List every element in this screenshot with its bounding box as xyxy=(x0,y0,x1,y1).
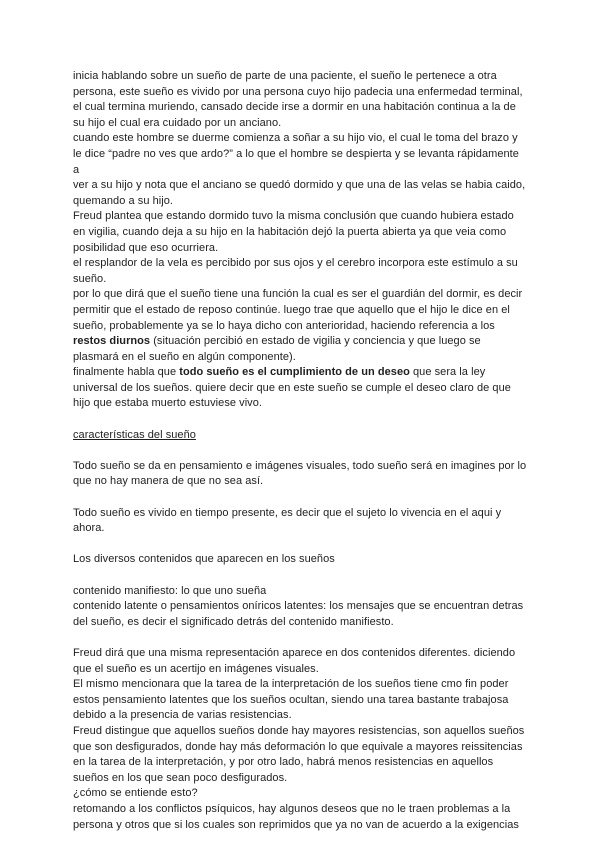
spacer xyxy=(73,412,528,428)
paragraph-contents-intro: Los diversos contenidos que aparecen en los sueños xyxy=(73,553,335,566)
spacer xyxy=(73,537,528,553)
spacer xyxy=(73,443,528,459)
paragraph-wish-fulfillment xyxy=(73,365,528,412)
text-run: (situación percibió en estado de vigilia y conciencia y que luego se plasmará en el sueño en algún componente). xyxy=(73,335,481,363)
paragraph-guardian-of-sleep xyxy=(73,287,528,365)
spacer xyxy=(73,490,528,506)
text-run: finalmente habla que xyxy=(73,366,180,379)
bold-term-wish-fulfillment: todo sueño es el cumplimiento de un deseo xyxy=(179,366,410,379)
paragraph-candle-glow: el resplandor de la vela es percibido por sus ojos y el cerebro incorpora este estímulo a su sueño. xyxy=(73,257,518,285)
spacer xyxy=(73,568,528,584)
paragraph-resistances: Freud dirá que una misma representación aparece en dos contenidos diferentes. diciendo que el sueño es un acertijo en imágenes visuales. El mismo mencionara que la tarea de la interpretación de los sueños tiene cmo fin poder estos pensamiento latentes que los sueños ocultan, siendo una tarea bastante trabajosa debido a la presencia de varias resistencias. Freud distingue que aquellos sueños donde hay mayores resistencias, son aquellos sueños que son desfigurados, donde hay más deformación lo que equivale a mayores reissitencias en la tarea de la interpretación, y por otro lado, habrá menos resistencias en aquellos sueños en los que sean poco desfigurados. ¿cómo se entiende esto? retomando a los conflictos psíquicos, hay algunos deseos que no le traen problemas a la persona y otros que si los cuales son reprimidos que ya no van de acuerdo a la exigencias xyxy=(73,646,525,831)
paragraph-manifest-latent: contenido manifiesto: lo que uno sueña contenido latente o pensamientos oníricos latentes: los mensajes que se encuentran detras del sueño, es decir el significado detrás del contenido manifiesto. xyxy=(73,584,524,628)
paragraph-present-tense: Todo sueño es vivido en tiempo presente, es decir que el sujeto lo vivencia en el aqui y ahora. xyxy=(73,506,502,535)
paragraph-father-wakes: cuando este hombre se duerme comienza a soñar a su hijo vio, el cual le toma del brazo y le dice “padre no ves que ardo?” a lo que el hombre se despierta y se levanta rápidamente a ver a su hijo y nota que el anciano se quedó dormido y que una de las velas se habia caido, quemando a su hijo. xyxy=(73,132,526,207)
spacer xyxy=(73,630,528,646)
paragraph-dream-intro: inicia hablando sobre un sueño de parte de una paciente, el sueño le pertenece a otra persona, este sueño es vivido por una persona cuyo hijo padecia una enfermedad terminal, el cual termina muriendo, cansado decide irse a dormir en una habitación continua a la de su hijo el cual era cuidado por un anciano. xyxy=(73,70,523,129)
section-heading: características del sueño xyxy=(73,428,196,441)
paragraph-freud-conclusion: Freud plantea que estando dormido tuvo la misma conclusión que cuando hubiera estado en vigilia, cuando deja a su hijo en la habitación dejó la puerta abierta ya que veia como posibilidad que eso ocurriera. xyxy=(73,210,514,254)
paragraph-visual-images: Todo sueño se da en pensamiento e imágenes visuales, todo sueño será en imagines por lo que no hay manera de que no sea así. xyxy=(73,459,527,488)
document-body xyxy=(73,69,528,833)
text-run: que sera la ley universal de los sueños. quiere decir que en este sueño se cumple el deseo claro de que hijo que estaba muerto estuviese vivo. xyxy=(73,366,511,410)
bold-term-restos-diurnos: restos diurnos xyxy=(73,335,151,348)
text-run: por lo que dirá que el sueño tiene una función la cual es ser el guardián del dormir, es decir permitir que el estado de reposo continúe. luego trae que aquello que el hijo le dice en el sueño, probablemente ya se lo haya dicho con anterioridad, haciendo referencia a los xyxy=(73,288,523,332)
